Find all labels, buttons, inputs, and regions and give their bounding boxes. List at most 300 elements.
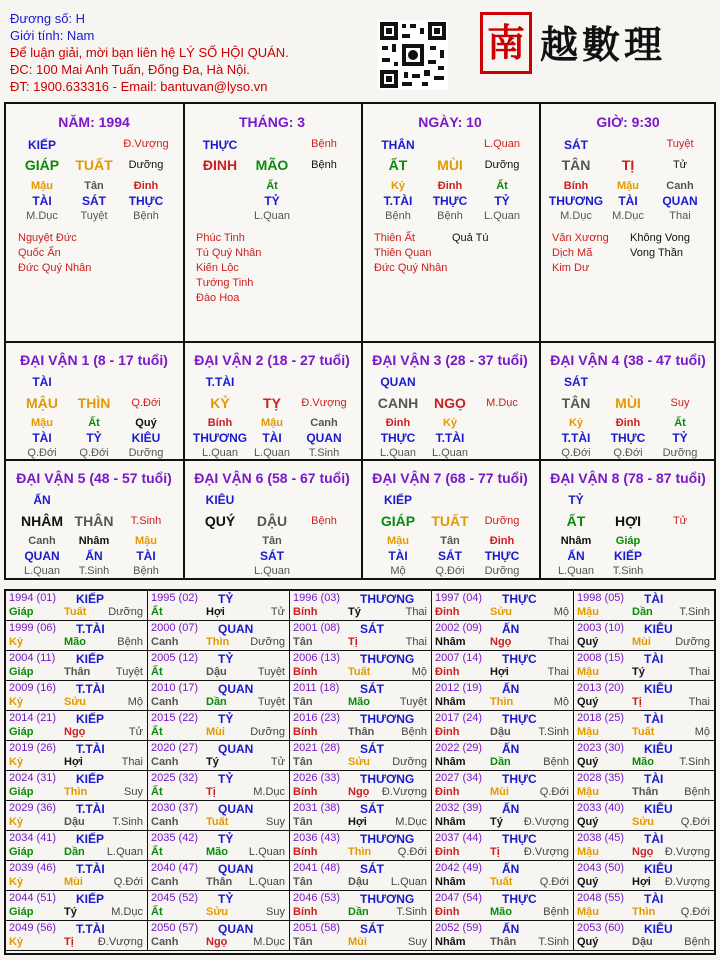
year-label: 2039 (46) — [9, 862, 57, 874]
year-branch: Dậu — [348, 876, 369, 888]
year-stem: Đinh — [435, 726, 460, 738]
year-branch: Tý — [632, 666, 645, 678]
dai-van-branch: MÙI — [615, 395, 641, 411]
year-ten-god: KIẾP — [76, 592, 105, 606]
year-stage: L.Quan — [106, 846, 143, 858]
year-ten-god: THƯƠNG — [360, 772, 415, 786]
hidden-ten-god: TỶ — [494, 194, 510, 208]
year-ten-god: QUAN — [218, 622, 254, 636]
pillar-title: NGÀY: 10 — [418, 114, 482, 130]
year-stage: Q.Đới — [539, 786, 569, 798]
year-ten-god: THƯƠNG — [360, 712, 415, 726]
year-ten-god: QUAN — [218, 922, 254, 936]
year-label: 1994 (01) — [9, 592, 57, 604]
year-cell — [148, 651, 290, 681]
qr-code-icon — [378, 20, 448, 90]
year-label: 2015 (22) — [151, 712, 199, 724]
hidden-stem: Bính — [563, 180, 589, 192]
year-stem: Nhâm — [435, 636, 466, 648]
year-label: 2006 (13) — [293, 652, 341, 664]
hidden-stage: Q.Đới — [561, 447, 591, 459]
year-ten-god: TỶ — [218, 892, 234, 906]
dai-van-title: ĐẠI VẬN 4 (38 - 47 tuổi) — [550, 352, 706, 368]
pillar-cell — [540, 104, 716, 340]
year-stem: Bính — [293, 906, 318, 918]
year-stem: Ất — [151, 666, 163, 678]
year-cell — [432, 771, 574, 801]
year-stem: Bính — [293, 786, 318, 798]
year-cell — [6, 801, 148, 831]
year-stem: Nhâm — [435, 936, 466, 948]
year-label: 2000 (07) — [151, 622, 199, 634]
hidden-stem: Quý — [135, 417, 157, 429]
year-ten-god: TỶ — [218, 712, 234, 726]
year-branch: Mão — [64, 636, 86, 648]
year-ten-god: ẤN — [502, 922, 520, 936]
year-stage: Mộ — [411, 666, 427, 678]
year-label: 2020 (27) — [151, 742, 199, 754]
year-ten-god: TÀI — [644, 772, 664, 786]
year-stage: Đ.Vượng — [97, 936, 143, 948]
year-stage: Bệnh — [117, 636, 143, 648]
year-cell — [432, 741, 574, 771]
year-label: 2008 (15) — [577, 652, 625, 664]
hidden-stage: Q.Đới — [27, 447, 57, 459]
year-cell — [432, 711, 574, 741]
pillar-stage-top: Bệnh — [311, 138, 337, 150]
year-ten-god: KIÊU — [644, 862, 673, 876]
pillar-stage-top: Tuyệt — [666, 138, 694, 150]
hidden-stem: Đinh — [437, 180, 463, 192]
year-label: 2024 (31) — [9, 772, 57, 784]
year-stem: Mậu — [577, 906, 599, 918]
year-cell — [290, 921, 432, 951]
year-stem: Bính — [293, 606, 318, 618]
dai-van-stage: T.Sinh — [130, 515, 162, 527]
hidden-ten-god: THỰC — [128, 194, 164, 208]
year-stem: Tân — [293, 816, 313, 828]
year-ten-god: THƯƠNG — [360, 592, 415, 606]
dai-van-cell — [362, 460, 538, 576]
dai-van-stem: CANH — [377, 395, 419, 411]
hidden-ten-god: ẤN — [85, 549, 103, 563]
year-label: 2011 (18) — [293, 682, 340, 694]
year-stem: Nhâm — [435, 756, 466, 768]
year-stage: Dưỡng — [392, 756, 427, 768]
pillar-stem: ĐINH — [202, 157, 238, 173]
year-stem: Ất — [151, 726, 163, 738]
dai-van-stage: Tử — [672, 515, 688, 527]
pillar-title: THÁNG: 3 — [238, 114, 306, 130]
year-ten-god: THƯƠNG — [360, 652, 415, 666]
year-stem: Tân — [293, 696, 313, 708]
year-ten-god: THỰC — [502, 712, 537, 726]
star-name: Phúc Tinh — [196, 232, 245, 244]
year-branch: Tuất — [490, 876, 513, 888]
year-stage: Tử — [270, 606, 285, 618]
year-ten-god: TÀI — [644, 592, 664, 606]
year-stem: Ất — [151, 846, 163, 858]
year-label: 2048 (55) — [577, 892, 625, 904]
hidden-ten-god: KIÊU — [131, 431, 161, 445]
hidden-ten-god: TÀI — [262, 431, 282, 445]
year-stage: Đ.Vượng — [381, 786, 427, 798]
year-cell — [290, 711, 432, 741]
year-branch: Hợi — [490, 666, 509, 678]
year-label: 2043 (50) — [577, 862, 625, 874]
year-cell — [148, 921, 290, 951]
dai-van-title: ĐẠI VẬN 1 (8 - 17 tuổi) — [20, 352, 168, 368]
hidden-ten-god: SÁT — [82, 194, 106, 208]
year-branch: Dần — [348, 906, 369, 918]
year-branch: Dần — [490, 756, 511, 768]
year-ten-god: KIÊU — [644, 622, 673, 636]
year-label: 2051 (58) — [293, 922, 341, 934]
year-stage: Tuyệt — [257, 666, 285, 678]
pillar-cell — [184, 104, 360, 340]
year-branch: Mão — [348, 696, 370, 708]
pillar-ten-god: THÂN — [381, 138, 415, 152]
year-cell — [148, 861, 290, 891]
year-stem: Đinh — [435, 906, 460, 918]
star-name: Dịch Mã — [552, 247, 593, 259]
dai-van-stage: Bệnh — [311, 515, 337, 527]
hidden-stage: Q.Đới — [435, 565, 465, 577]
pillar-stem: GIÁP — [24, 157, 60, 173]
dai-van-ten-god: T.TÀI — [205, 375, 235, 389]
hidden-stage: Q.Đới — [613, 447, 643, 459]
year-label: 2013 (20) — [577, 682, 625, 694]
year-branch: Ngọ — [632, 846, 654, 858]
year-ten-god: QUAN — [218, 862, 254, 876]
year-label: 2012 (19) — [435, 682, 483, 694]
year-ten-god: TÀI — [644, 832, 664, 846]
year-ten-god: QUAN — [218, 802, 254, 816]
year-ten-god: SÁT — [360, 682, 384, 696]
year-ten-god: TỶ — [218, 832, 234, 846]
hidden-ten-god: T.TÀI — [383, 194, 413, 208]
dai-van-branch: DẬU — [256, 513, 288, 529]
year-ten-god: SÁT — [360, 862, 384, 876]
annual-grid — [4, 589, 716, 955]
year-cell — [290, 831, 432, 861]
year-stem: Canh — [151, 696, 179, 708]
dai-van-branch: TUẤT — [431, 513, 469, 529]
pillar-ten-god: SÁT — [564, 138, 588, 152]
year-branch: Mùi — [348, 936, 367, 948]
year-stem: Mậu — [577, 606, 599, 618]
hidden-ten-god: ẤN — [567, 549, 585, 563]
year-label: 2010 (17) — [151, 682, 199, 694]
year-label: 2018 (25) — [577, 712, 625, 724]
dai-van-ten-god: KIÊU — [205, 493, 235, 507]
dai-van-stem: TÂN — [561, 395, 591, 411]
hidden-stage: L.Quan — [201, 447, 239, 459]
hidden-stage: T.Sinh — [308, 447, 340, 459]
year-cell — [432, 591, 574, 621]
year-cell — [148, 771, 290, 801]
year-stem: Kỷ — [9, 696, 24, 708]
main-chart — [4, 102, 716, 580]
year-stage: Q.Đới — [113, 876, 143, 888]
year-stage: T.Sinh — [679, 606, 710, 618]
year-cell — [574, 891, 714, 921]
star-name: Nguyệt Đức — [18, 232, 77, 244]
year-label: 2047 (54) — [435, 892, 483, 904]
year-branch: Tý — [490, 816, 503, 828]
year-ten-god: ẤN — [502, 682, 520, 696]
year-ten-god: ẤN — [502, 862, 520, 876]
hidden-stage: L.Quan — [557, 565, 595, 577]
hidden-ten-god: THƯƠNG — [192, 431, 248, 445]
hidden-stage: Q.Đới — [79, 447, 109, 459]
year-branch: Thân — [64, 666, 91, 678]
hidden-ten-god: TỶ — [86, 431, 102, 445]
hidden-stage: M.Dục — [26, 210, 58, 222]
hidden-ten-god: TÀI — [618, 194, 638, 208]
year-stage: Thai — [688, 666, 710, 678]
year-ten-god: T.TÀI — [76, 922, 105, 936]
year-ten-god: THỰC — [502, 652, 537, 666]
year-branch: Tị — [64, 936, 74, 948]
dai-van-stem: NHÂM — [21, 513, 63, 529]
year-branch: Dậu — [206, 666, 227, 678]
year-ten-god: QUAN — [218, 682, 254, 696]
dai-van-branch: HỢI — [615, 513, 641, 529]
year-ten-god: THỰC — [502, 772, 537, 786]
year-cell — [148, 891, 290, 921]
year-stem: Quý — [577, 756, 599, 768]
dai-van-title: ĐẠI VẬN 3 (28 - 37 tuổi) — [372, 352, 528, 368]
hidden-stem: Canh — [310, 417, 338, 429]
hidden-stage: T.Sinh — [78, 565, 110, 577]
year-branch: Thìn — [64, 786, 88, 798]
year-stem: Đinh — [435, 606, 460, 618]
hidden-ten-god: TÀI — [388, 549, 408, 563]
pillar-branch: MÙI — [437, 157, 463, 173]
dai-van-title: ĐẠI VẬN 7 (68 - 77 tuổi) — [372, 470, 528, 486]
year-label: 2025 (32) — [151, 772, 199, 784]
dai-van-ten-god: KIẾP — [383, 493, 413, 507]
hidden-stage: L.Quan — [379, 447, 417, 459]
contact-invite: Để luận giải, mời bạn liên hệ LÝ SỐ HỘI QUÁN. — [10, 45, 289, 60]
year-label: 2041 (48) — [293, 862, 341, 874]
year-stem: Nhâm — [435, 816, 466, 828]
year-stem: Tân — [293, 756, 313, 768]
year-cell — [574, 861, 714, 891]
year-label: 2005 (12) — [151, 652, 199, 664]
pillar-stem: TÂN — [561, 157, 591, 173]
year-stage: Dưỡng — [675, 636, 710, 648]
year-stem: Tân — [293, 636, 313, 648]
year-cell — [290, 771, 432, 801]
year-stage: Suy — [408, 936, 427, 948]
year-cell — [432, 891, 574, 921]
star-name: Thiên Quan — [374, 247, 432, 259]
brand-logo: 越數理 — [540, 22, 667, 67]
year-branch: Tuất — [206, 816, 229, 828]
year-cell — [6, 831, 148, 861]
dai-van-stage: Dưỡng — [484, 515, 520, 527]
year-stem: Đinh — [435, 666, 460, 678]
hidden-stage: Bệnh — [437, 210, 463, 222]
year-stage: Mộ — [553, 696, 569, 708]
year-ten-god: KIẾP — [76, 832, 105, 846]
year-branch: Mùi — [206, 726, 225, 738]
year-label: 2007 (14) — [435, 652, 483, 664]
year-label: 2034 (41) — [9, 832, 57, 844]
year-stem: Kỷ — [9, 936, 24, 948]
year-ten-god: ẤN — [502, 742, 520, 756]
year-label: 2023 (30) — [577, 742, 625, 754]
year-branch: Tý — [348, 606, 361, 618]
year-branch: Mão — [206, 846, 228, 858]
year-label: 2001 (08) — [293, 622, 341, 634]
year-ten-god: KIẾP — [76, 652, 105, 666]
year-stage: Đ.Vượng — [523, 846, 569, 858]
year-cell — [290, 861, 432, 891]
dai-van-ten-god: SÁT — [564, 375, 588, 389]
year-stage: Tử — [270, 756, 285, 768]
year-label: 2031 (38) — [293, 802, 341, 814]
year-cell — [6, 711, 148, 741]
hidden-stem: Nhâm — [560, 535, 592, 547]
star-name: Tướng Tinh — [196, 277, 254, 289]
hidden-stem: Tân — [440, 535, 460, 547]
year-ten-god: THỰC — [502, 592, 537, 606]
year-branch: Tị — [632, 696, 642, 708]
hidden-stage: Bệnh — [133, 210, 159, 222]
pillar-stage: Tử — [672, 159, 688, 171]
star-name: Tú Quý Nhân — [196, 247, 262, 259]
year-stage: Dưỡng — [108, 606, 143, 618]
year-stage: Bệnh — [684, 786, 710, 798]
hidden-stem: Ất — [266, 180, 278, 192]
year-label: 2035 (42) — [151, 832, 199, 844]
year-stem: Kỷ — [9, 816, 24, 828]
year-stem: Canh — [151, 636, 179, 648]
year-cell — [6, 921, 148, 951]
year-branch: Sửu — [64, 696, 87, 708]
year-ten-god: SÁT — [360, 622, 384, 636]
year-branch: Mùi — [632, 636, 651, 648]
hidden-stem: Kỷ — [442, 417, 458, 429]
year-ten-god: THƯƠNG — [360, 892, 415, 906]
year-label: 2028 (35) — [577, 772, 625, 784]
dai-van-ten-god: ẤN — [33, 493, 51, 507]
year-stage: Tuyệt — [257, 696, 285, 708]
year-branch: Thìn — [632, 906, 656, 918]
year-cell — [6, 861, 148, 891]
year-label: 2030 (37) — [151, 802, 199, 814]
year-stage: Mộ — [553, 606, 569, 618]
year-stem: Nhâm — [435, 696, 466, 708]
hidden-stage: M.Dục — [560, 210, 592, 222]
year-stem: Giáp — [9, 666, 34, 678]
dai-van-title: ĐẠI VẬN 5 (48 - 57 tuổi) — [16, 470, 172, 486]
hidden-stem: Ất — [496, 180, 508, 192]
year-cell — [148, 711, 290, 741]
hidden-stem: Tân — [262, 535, 282, 547]
year-stem: Tân — [293, 876, 313, 888]
hidden-stage: T.Sinh — [612, 565, 644, 577]
hidden-ten-god: TÀI — [32, 431, 52, 445]
year-ten-god: ẤN — [502, 802, 520, 816]
year-cell — [432, 831, 574, 861]
hidden-ten-god: THỰC — [432, 194, 468, 208]
year-label: 2021 (28) — [293, 742, 341, 754]
year-stem: Quý — [577, 636, 599, 648]
dai-van-stage: Suy — [670, 397, 690, 409]
year-ten-god: TÀI — [644, 712, 664, 726]
year-stage: Bệnh — [684, 936, 710, 948]
year-ten-god: KIÊU — [644, 802, 673, 816]
year-stem: Mậu — [577, 666, 599, 678]
year-label: 2026 (33) — [293, 772, 341, 784]
hidden-ten-god: T.TÀI — [561, 431, 591, 445]
year-cell — [6, 681, 148, 711]
dai-van-title: ĐẠI VẬN 2 (18 - 27 tuổi) — [194, 352, 350, 368]
hidden-stem: Đinh — [615, 417, 641, 429]
year-branch: Dậu — [632, 936, 653, 948]
year-branch: Thân — [490, 936, 517, 948]
dai-van-cell — [184, 342, 360, 458]
year-ten-god: TÀI — [644, 652, 664, 666]
year-ten-god: TÀI — [644, 892, 664, 906]
dai-van-ten-god: QUAN — [380, 375, 416, 389]
hidden-stem: Đinh — [489, 535, 515, 547]
year-label: 1995 (02) — [151, 592, 199, 604]
year-stage: Thai — [547, 666, 569, 678]
year-cell — [6, 891, 148, 921]
year-cell — [574, 711, 714, 741]
year-label: 2049 (56) — [9, 922, 57, 934]
year-stem: Ất — [151, 606, 163, 618]
hidden-stem: Nhâm — [78, 535, 110, 547]
year-cell — [6, 771, 148, 801]
year-cell — [148, 681, 290, 711]
year-ten-god: T.TÀI — [76, 862, 105, 876]
hidden-stage: L.Quan — [253, 565, 291, 577]
year-stem: Giáp — [9, 906, 34, 918]
dai-van-branch: NGỌ — [434, 395, 466, 411]
year-branch: Mão — [490, 906, 512, 918]
year-cell — [290, 621, 432, 651]
year-cell — [574, 681, 714, 711]
hidden-stage: Dưỡng — [484, 565, 520, 577]
year-branch: Sửu — [206, 906, 229, 918]
year-ten-god: THƯƠNG — [360, 832, 415, 846]
year-cell — [432, 651, 574, 681]
address: ĐC: 100 Mai Anh Tuấn, Đống Đa, Hà Nội. — [10, 62, 250, 77]
year-label: 2053 (60) — [577, 922, 625, 934]
year-label: 2046 (53) — [293, 892, 341, 904]
hidden-stage: Bệnh — [133, 565, 159, 577]
year-stem: Quý — [577, 936, 599, 948]
hidden-ten-god: QUAN — [24, 549, 60, 563]
year-cell — [290, 801, 432, 831]
year-cell — [574, 621, 714, 651]
year-branch: Mùi — [490, 786, 509, 798]
year-cell — [6, 621, 148, 651]
year-cell — [574, 771, 714, 801]
year-branch: Thân — [632, 786, 659, 798]
year-branch: Sửu — [348, 756, 371, 768]
dai-van-stem: QUÝ — [204, 513, 236, 529]
year-label: 2033 (40) — [577, 802, 625, 814]
year-label: 2045 (52) — [151, 892, 199, 904]
pillar-title: NĂM: 1994 — [58, 114, 130, 130]
